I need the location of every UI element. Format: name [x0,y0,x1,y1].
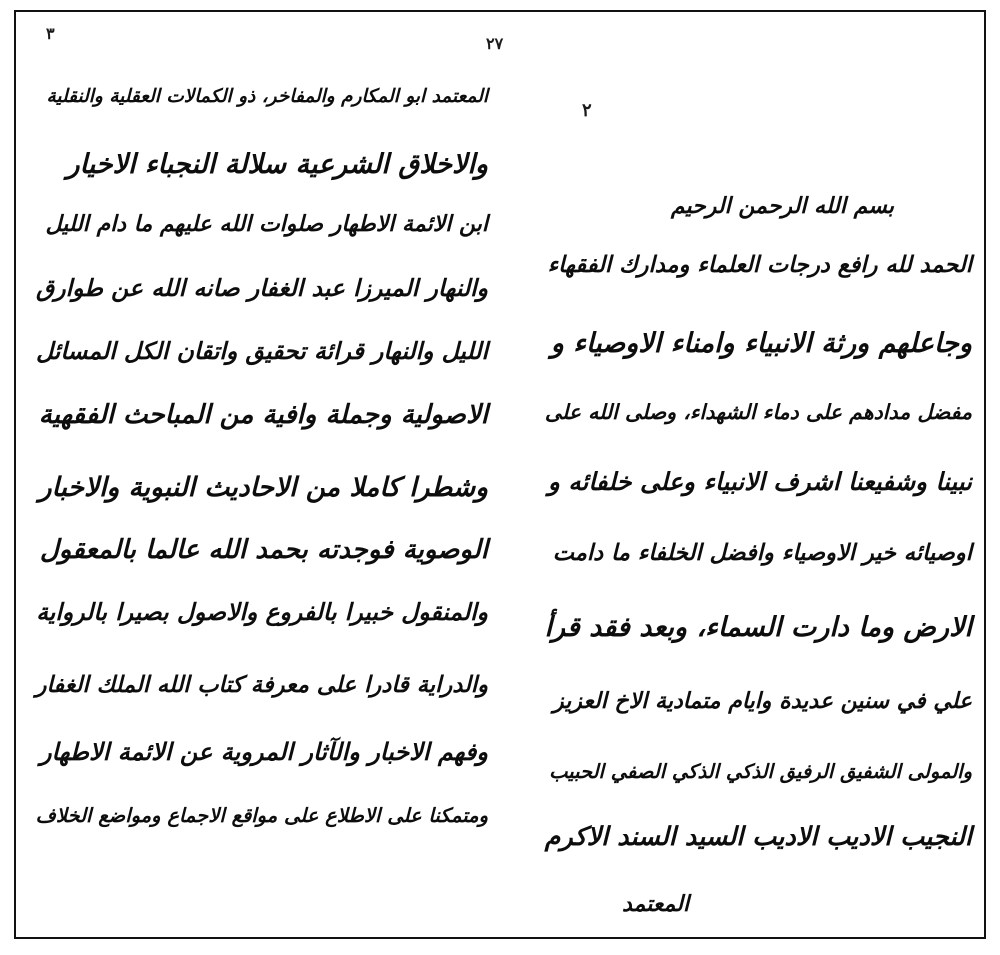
left-text-line: وفهم الاخبار والآثار المروية عن الائمة الاطهار [39,738,488,766]
left-text-line: والمنقول خبيرا بالفروع والاصول بصيرا بالرواية [36,598,488,626]
right-text-line: والمولى الشفيق الرفيق الذكي الذكي الصفي الحبيب [549,760,972,783]
right-text-line: الحمد لله رافع درجات العلماء ومدارك الفقهاء [547,252,972,278]
manuscript-frame [14,10,986,939]
left-text-line: والنهار الميرزا عبد الغفار صانه الله عن طوارق [35,274,488,302]
right-manuscript-page [544,162,972,922]
left-text-line: ومتمكنا على الاطلاع على مواقع الاجماع ومواضع الخلاف [35,804,488,827]
right-text-line: علي في سنين عديدة وايام متمادية الاخ العزيز [553,689,972,714]
left-text-line: والدراية قادرا على معرفة كتاب الله الملك الغفار [35,672,488,698]
right-text-line: وجاعلهم ورثة الانبياء وامناء الاوصياء و [550,328,972,359]
folio-number: ٢٧ [486,34,504,53]
left-text-line: ابن الائمة الاطهار صلوات الله عليهم ما دام الليل [45,212,488,237]
left-text-line: الليل والنهار قرائة تحقيق واتقان الكل المسائل [36,337,488,365]
catchword: المعتمد [622,892,690,917]
right-text-line: النجيب الاديب الاديب السيد السند الاكرم [544,822,972,852]
left-text-line: والاخلاق الشرعية سلالة النجباء الاخيار [66,149,488,180]
right-text-line: نبينا وشفيعنا اشرف الانبياء وعلى خلفائه و [548,467,972,496]
corner-page-number: ٣ [46,24,55,43]
left-text-line: الاصولية وجملة وافية من المباحث الفقهية [38,400,488,430]
right-text-line: اوصيائه خير الاوصياء وافضل الخلفاء ما دامت [552,540,972,566]
left-text-line: وشطرا كاملا من الاحاديث النبوية والاخبار [38,472,488,503]
left-manuscript-page [36,52,488,852]
basmala-heading: بسم الله الرحمن الرحيم [670,194,894,219]
left-text-line: المعتمد ابو المكارم والمفاخر، ذو الكمالات العقلية والنقلية [46,86,488,107]
right-text-line: مفضل مدادهم على دماء الشهداء، وصلى الله على [544,400,972,424]
right-page-number: ٢ [582,100,592,121]
left-text-line: الوصوية فوجدته بحمد الله عالما بالمعقول [39,535,488,565]
right-text-line: الارض وما دارت السماء، وبعد فقد قرأ [544,612,972,643]
